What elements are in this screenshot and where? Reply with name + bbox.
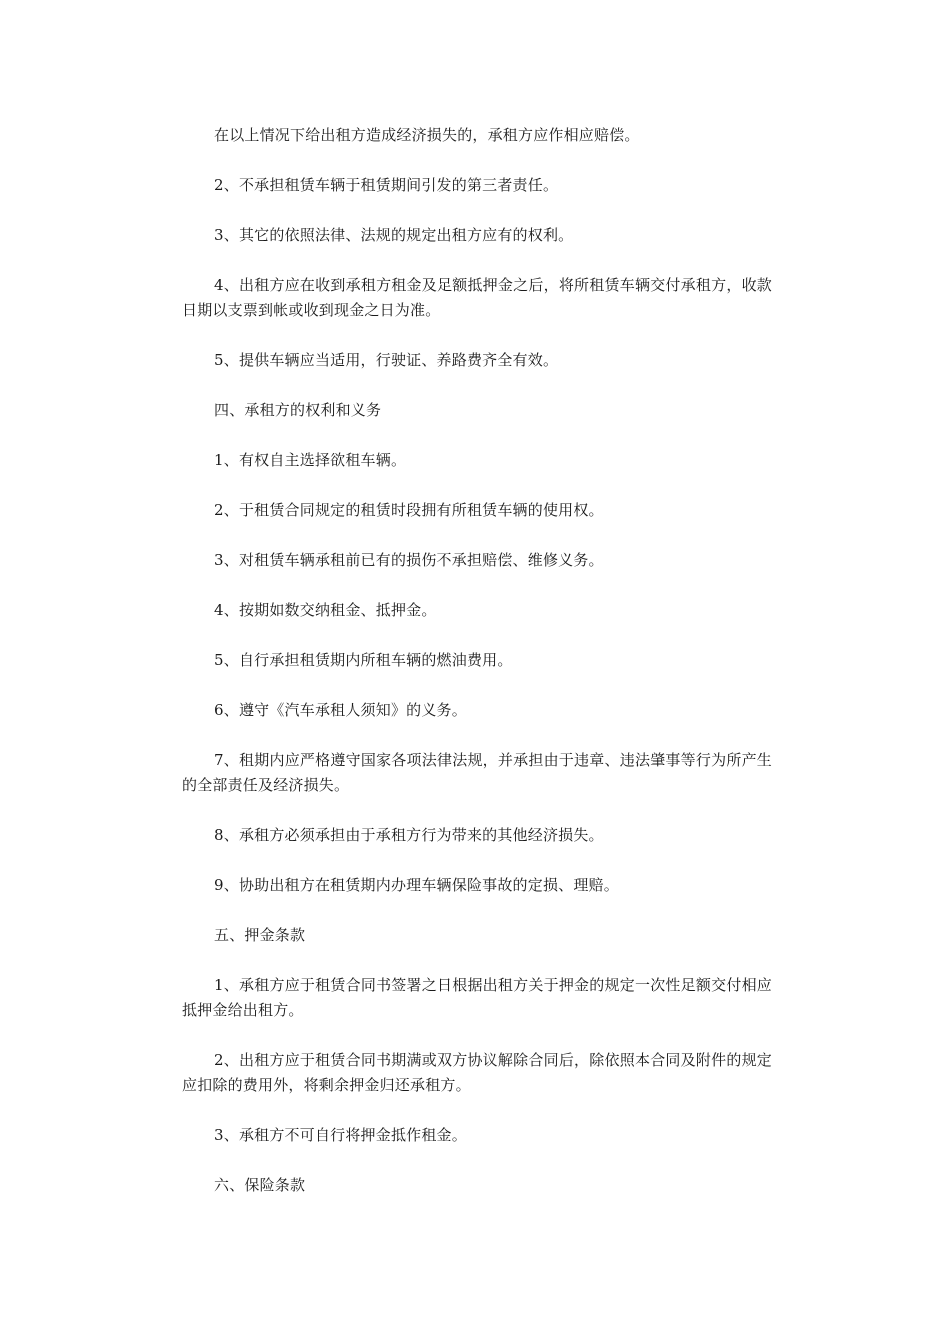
paragraph-deposit-return: 2、出租方应于租赁合同书期满或双方协议解除合同后，除依照本合同及附件的规定应扣除的费用外，将剩余押金归还承租方。 (182, 1051, 772, 1094)
paragraph-lessor-valid-docs: 5、提供车辆应当适用，行驶证、养路费齐全有效。 (214, 351, 559, 369)
paragraph-lessee-prior-damage: 3、对租赁车辆承租前已有的损伤不承担赔偿、维修义务。 (214, 551, 604, 569)
paragraph-lessor-other-rights: 3、其它的依照法律、法规的规定出租方应有的权利。 (214, 226, 574, 244)
section-heading-lessee-rights: 四、承租方的权利和义务 (214, 401, 382, 419)
paragraph-lessee-other-loss: 8、承租方必须承担由于承租方行为带来的其他经济损失。 (214, 826, 604, 844)
document-body (182, 123, 772, 1223)
paragraph-loss-compensation: 在以上情况下给出租方造成经济损失的，承租方应作相应赔偿。 (214, 126, 640, 144)
paragraph-deposit-not-rent: 3、承租方不可自行将押金抵作租金。 (214, 1126, 467, 1144)
paragraph-lessee-obey-laws: 7、租期内应严格遵守国家各项法律法规，并承担由于违章、违法肇事等行为所产生的全部责任及经济损失。 (182, 751, 772, 794)
paragraph-lessee-fuel: 5、自行承担租赁期内所租车辆的燃油费用。 (214, 651, 513, 669)
paragraph-lessor-no-third-party: 2、不承担租赁车辆于租赁期间引发的第三者责任。 (214, 176, 559, 194)
paragraph-lessee-pay-rent: 4、按期如数交纳租金、抵押金。 (214, 601, 437, 619)
paragraph-lessor-delivery: 4、出租方应在收到承租方租金及足额抵押金之后，将所租赁车辆交付承租方，收款日期以支票到帐或收到现金之日为准。 (182, 276, 772, 319)
paragraph-deposit-payment: 1、承租方应于租赁合同书签署之日根据出租方关于押金的规定一次性足额交付相应抵押金给出租方。 (182, 976, 772, 1019)
paragraph-lessee-use-right: 2、于租赁合同规定的租赁时段拥有所租赁车辆的使用权。 (214, 501, 604, 519)
paragraph-lessee-notice: 6、遵守《汽车承租人须知》的义务。 (214, 701, 467, 719)
paragraph-lessee-insurance-assist: 9、协助出租方在租赁期内办理车辆保险事故的定损、理赔。 (214, 876, 619, 894)
section-heading-deposit: 五、押金条款 (214, 926, 306, 944)
section-heading-insurance: 六、保险条款 (214, 1176, 306, 1194)
paragraph-lessee-choose-vehicle: 1、有权自主选择欲租车辆。 (214, 451, 407, 469)
